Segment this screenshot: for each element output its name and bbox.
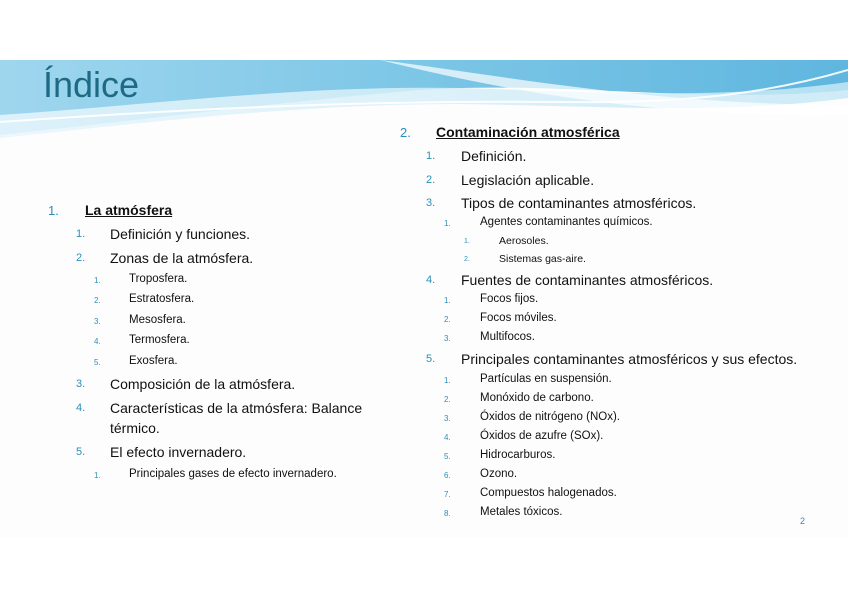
- item-text: Sistemas gas-aire.: [499, 253, 586, 265]
- item-text: Focos móviles.: [480, 312, 557, 324]
- section-title: La atmósfera: [85, 202, 173, 218]
- page-title: Índice: [43, 64, 140, 105]
- item-number: 5.: [94, 358, 101, 367]
- item-text: térmico.: [110, 420, 160, 436]
- item-text: Tipos de contaminantes atmosféricos.: [461, 195, 697, 211]
- item-text: Ozono.: [480, 468, 518, 480]
- item-text: Zonas de la atmósfera.: [110, 250, 254, 266]
- item-number: 2.: [76, 252, 86, 264]
- item-number: 2.: [94, 296, 101, 305]
- item-number: 3.: [444, 334, 451, 343]
- item-text: Agentes contaminantes químicos.: [480, 216, 653, 228]
- item-number: 4.: [444, 433, 451, 442]
- item-text: Partículas en suspensión.: [480, 373, 612, 385]
- item-number: 1.: [426, 150, 436, 162]
- item-text: Fuentes de contaminantes atmosféricos.: [461, 272, 714, 288]
- item-number: 3.: [76, 378, 86, 390]
- item-number: 2.: [444, 315, 451, 324]
- item-text: Compuestos halogenados.: [480, 487, 617, 499]
- section-number: 2.: [400, 125, 411, 140]
- item-number: 1.: [76, 228, 86, 240]
- item-number: 1.: [464, 238, 470, 245]
- item-number: 2.: [426, 174, 436, 186]
- item-number: 2.: [444, 395, 451, 404]
- item-text: Hidrocarburos.: [480, 449, 556, 461]
- item-number: 8.: [444, 509, 451, 518]
- item-text: Exosfera.: [129, 355, 178, 367]
- item-number: 1.: [444, 296, 451, 305]
- item-number: 3.: [444, 414, 451, 423]
- item-number: 1.: [94, 471, 101, 480]
- item-number: 1.: [444, 376, 451, 385]
- item-text: Termosfera.: [129, 334, 190, 346]
- item-number: 4.: [94, 337, 101, 346]
- item-text: Multifocos.: [480, 331, 535, 343]
- item-number: 5.: [426, 353, 436, 365]
- item-number: 5.: [444, 452, 451, 461]
- item-number: 6.: [444, 471, 451, 480]
- item-text: Estratosfera.: [129, 293, 195, 305]
- item-text: Composición de la atmósfera.: [110, 376, 296, 392]
- item-text: Definición y funciones.: [110, 226, 251, 242]
- item-text: Aerosoles.: [499, 235, 549, 247]
- slide: [0, 60, 848, 538]
- item-number: 1.: [444, 219, 451, 228]
- item-number: 3.: [94, 317, 101, 326]
- item-number: 2.: [464, 256, 470, 263]
- section-title: Contaminación atmosférica: [436, 124, 620, 140]
- item-number: 7.: [444, 490, 451, 499]
- item-text: Focos fijos.: [480, 293, 539, 305]
- item-text: Metales tóxicos.: [480, 506, 563, 518]
- item-number: 4.: [426, 274, 436, 286]
- item-number: 5.: [76, 446, 86, 458]
- item-text: Monóxido de carbono.: [480, 392, 594, 404]
- item-text: Legislación aplicable.: [461, 172, 595, 188]
- item-number: 1.: [94, 276, 101, 285]
- item-number: 3.: [426, 197, 436, 209]
- item-text: Definición.: [461, 148, 527, 164]
- item-text: Óxidos de nitrógeno (NOx).: [480, 411, 620, 423]
- item-text: Mesosfera.: [129, 314, 186, 326]
- item-text: Óxidos de azufre (SOx).: [480, 430, 604, 442]
- item-number: 4.: [76, 402, 86, 414]
- item-text: El efecto invernadero.: [110, 444, 247, 460]
- item-text: Principales gases de efecto invernadero.: [129, 468, 337, 480]
- section-number: 1.: [48, 203, 59, 218]
- item-text: Características de la atmósfera: Balance: [110, 400, 363, 416]
- page-number: 2: [800, 516, 806, 526]
- item-text: Troposfera.: [129, 273, 188, 285]
- item-text: Principales contaminantes atmosféricos y sus efectos.: [461, 351, 798, 367]
